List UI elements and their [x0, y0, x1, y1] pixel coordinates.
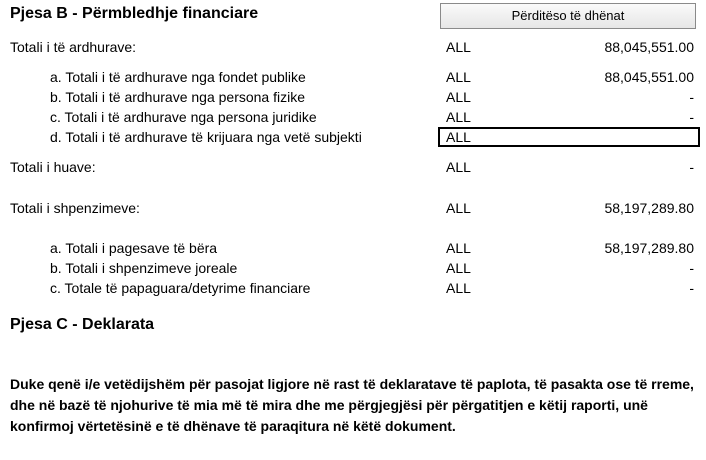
declaration-text: Duke qenë i/e vetëdijshëm për pasojat ligjore në rast të deklaratave të paplota, të pasakta ose të rreme, dhe në bazë të njohurive të mia më të mira dhe me përgjegjësi për përgatitjen e këtij raporti, unë konfirmoj vërtetësinë e të dhënave të paraqitura në këtë dokument.: [10, 376, 694, 434]
row-total-loans-currency: ALL: [446, 159, 471, 175]
row-income-individuals-currency: ALL: [446, 89, 471, 105]
row-total-loans-label: Totali i huave:: [10, 159, 96, 175]
row-payments-made-currency: ALL: [446, 240, 471, 256]
row-income-legal-entities-label: c. Totali i të ardhurave nga persona juridike: [50, 109, 317, 125]
row-total-expenses-label: Totali i shpenzimeve:: [10, 200, 140, 216]
row-income-legal-entities-currency: ALL: [446, 109, 471, 125]
row-total-income-label: Totali i të ardhurave:: [10, 39, 137, 55]
row-income-public-funds-label: a. Totali i të ardhurave nga fondet publike: [50, 69, 306, 85]
row-income-public-funds-currency: ALL: [446, 69, 471, 85]
row-payments-made-amount: 58,197,289.80: [604, 240, 694, 256]
row-total-expenses-amount: 58,197,289.80: [604, 200, 694, 216]
section-b-title: Pjesa B - Përmbledhje financiare: [10, 5, 259, 22]
row-total-income-amount: 88,045,551.00: [604, 39, 694, 55]
row-unpaid-obligations-currency: ALL: [446, 280, 471, 296]
update-data-button[interactable]: Përditëso të dhënat: [440, 3, 696, 29]
row-income-self-generated-label: d. Totali i të ardhurave të krijuara nga vetë subjekti: [50, 129, 362, 145]
section-c-title: Pjesa C - Deklarata: [10, 316, 155, 333]
row-income-individuals-label: b. Totali i të ardhurave nga persona fizike: [50, 89, 306, 105]
row-total-loans-amount: -: [689, 159, 694, 175]
row-total-expenses-currency: ALL: [446, 200, 471, 216]
row-non-real-expenses-label: b. Totali i shpenzimeve joreale: [50, 260, 238, 276]
row-unpaid-obligations-amount: -: [689, 280, 694, 296]
row-non-real-expenses-amount: -: [689, 260, 694, 276]
row-payments-made-label: a. Totali i pagesave të bëra: [50, 240, 218, 256]
selected-cell-outline[interactable]: [438, 127, 700, 147]
row-non-real-expenses-currency: ALL: [446, 260, 471, 276]
row-unpaid-obligations-label: c. Totale të papaguara/detyrime financiare: [50, 280, 311, 296]
row-income-individuals-amount: -: [689, 89, 694, 105]
row-income-public-funds-amount: 88,045,551.00: [604, 69, 694, 85]
row-income-self-generated-currency[interactable]: ALL: [446, 129, 471, 145]
row-income-legal-entities-amount: -: [689, 109, 694, 125]
row-total-income-currency: ALL: [446, 39, 471, 55]
